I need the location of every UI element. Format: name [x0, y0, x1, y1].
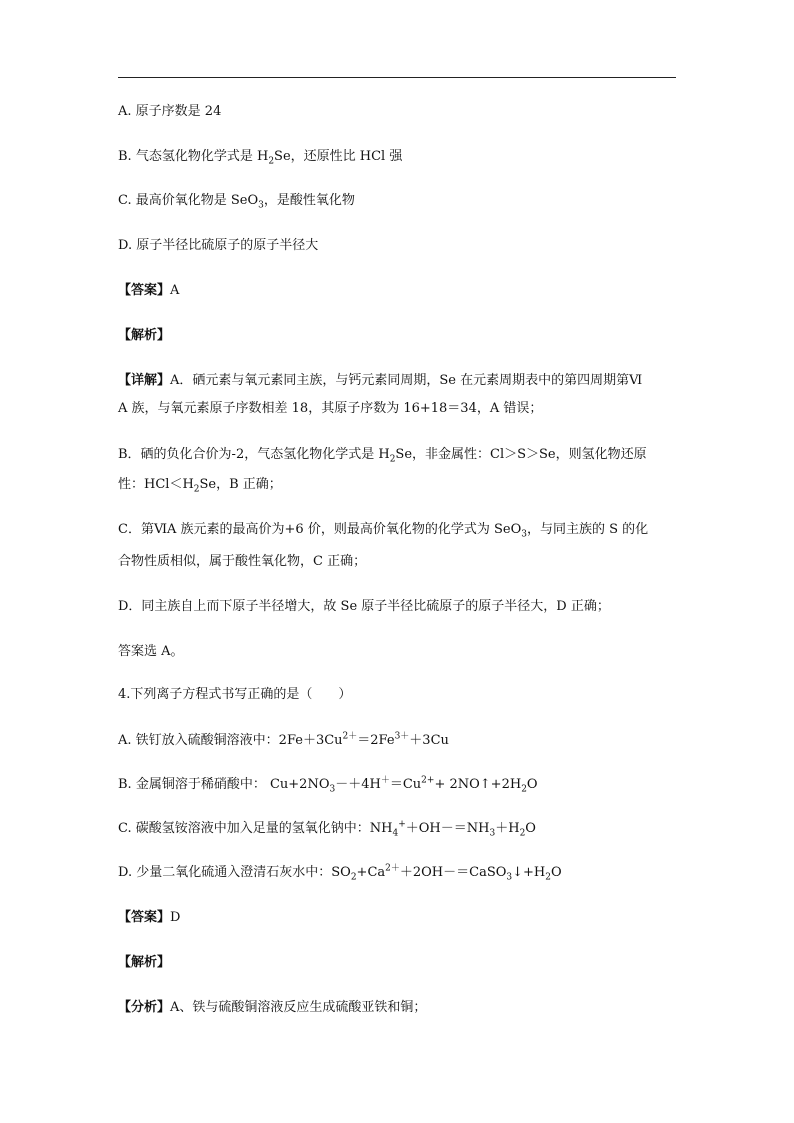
option-text: O	[551, 865, 562, 880]
detail-text: 性：HCl＜H	[118, 477, 194, 492]
fenxi-label: 【分析】	[118, 1000, 171, 1015]
subscript: 3	[329, 784, 336, 795]
detail-label: 【详解】	[118, 373, 171, 388]
option-text: ＋3Cu	[409, 733, 449, 748]
option-text: ＝Cu	[389, 777, 422, 792]
option-text: + 2NO↑+2H	[434, 777, 522, 792]
option-c	[118, 192, 355, 210]
option-text: +Ca	[356, 865, 386, 880]
subscript: 3	[258, 200, 264, 211]
option-prefix: B.	[118, 777, 132, 792]
option-prefix: A.	[118, 104, 132, 119]
superscript: 3＋	[394, 731, 410, 742]
option-prefix: C.	[118, 193, 132, 208]
superscript: 2＋	[342, 731, 358, 742]
subscript: 2	[389, 454, 396, 465]
q4-option-a	[118, 732, 449, 750]
option-text: ↓+H	[512, 865, 546, 880]
option-text: Se，还原性比 HCl 强	[274, 149, 403, 164]
subscript: 2	[193, 484, 200, 495]
detail-conclusion: 答案选 A。	[118, 644, 184, 659]
option-text: ＋2OH－＝CaSO	[399, 865, 507, 880]
subscript: 3	[506, 872, 513, 883]
superscript: 2+	[421, 775, 435, 786]
option-text: 少量二氧化硫通入澄清石灰水中：SO	[136, 865, 351, 880]
subscript: 2	[268, 156, 275, 167]
detail-d-line: D．同主族自上而下原子半径增大，故 Se 原子半径比硫原子的原子半径大，D 正确；	[118, 599, 610, 614]
option-text: 原子半径比硫原子的原子半径大	[136, 238, 319, 253]
detail-text: Se，非金属性：Cl＞S＞Se，则氢化物还原	[395, 447, 647, 462]
answer-value: A	[170, 283, 180, 298]
subscript: 2	[350, 872, 357, 883]
detail-b-line2	[118, 476, 282, 494]
fenxi-q4	[118, 999, 426, 1017]
option-b	[118, 148, 402, 166]
superscript: 2＋	[385, 863, 400, 874]
option-prefix: B.	[118, 149, 132, 164]
subscript: 3	[521, 529, 527, 540]
q4-option-b	[118, 776, 538, 794]
answer-value: D	[170, 910, 181, 925]
q4-option-c	[118, 820, 536, 838]
option-text: ，是酸性氧化物	[263, 193, 355, 208]
subscript: 3	[489, 828, 496, 839]
superscript: ＋	[380, 775, 390, 786]
detail-text: B．硒的负化合价为-2，气态氢化物化学式是 H	[118, 447, 390, 462]
detail-a-line1	[118, 372, 642, 390]
detail-text: A．硒元素与氧元素同主族，与钙元素同周期，Se 在元素周期表中的第四周期第Ⅵ	[170, 373, 643, 388]
question-4-stem: 4.下列离子方程式书写正确的是（ ）	[118, 687, 352, 702]
analysis-label-q4: 【解析】	[118, 955, 171, 970]
option-text: 最高价氧化物是 SeO	[135, 193, 259, 208]
answer-q4	[118, 909, 180, 927]
detail-c-line1	[118, 521, 648, 539]
option-d	[118, 237, 318, 255]
option-text: ＝2Fe	[357, 733, 395, 748]
subscript: 2	[519, 828, 526, 839]
detail-text: ，与同主族的 S 的化	[526, 522, 649, 537]
header-rule	[118, 77, 676, 78]
option-text: 铁钉放入硫酸铜溶液中：2Fe＋3Cu	[135, 733, 343, 748]
option-text: 气态氢化物化学式是 H	[135, 149, 269, 164]
detail-c-line2: 合物性质相似，属于酸性氧化物，C 正确；	[118, 554, 367, 569]
option-prefix: A.	[118, 733, 132, 748]
detail-text: Se，B 正确；	[199, 477, 282, 492]
analysis-label-q3: 【解析】	[118, 328, 171, 343]
subscript: 2	[521, 784, 527, 795]
detail-text: C．第ⅥA 族元素的最高价为+6 价，则最高价氧化物的化学式为 SeO	[118, 522, 522, 537]
option-text: O	[525, 821, 536, 836]
option-text: 原子序数是 24	[135, 104, 222, 119]
superscript: +	[398, 819, 406, 830]
option-prefix: D.	[118, 238, 133, 253]
option-prefix: D.	[118, 865, 133, 880]
subscript: 4	[392, 828, 399, 839]
option-text: ＋H	[495, 821, 520, 836]
detail-a-line2: A 族，与氧元素原子序数相差 18，其原子序数为 16+18＝34，A 错误；	[118, 401, 543, 416]
answer-q3	[118, 282, 179, 300]
answer-label: 【答案】	[118, 910, 171, 925]
subscript: 2	[545, 872, 551, 883]
option-text: ＋OH－＝NH	[405, 821, 490, 836]
option-text: －＋4H	[335, 777, 381, 792]
option-text: O	[526, 777, 538, 792]
q4-option-d	[118, 864, 562, 882]
answer-label: 【答案】	[118, 283, 171, 298]
option-text: 金属铜溶于稀硝酸中： Cu+2NO	[135, 777, 330, 792]
fenxi-text: A、铁与硫酸铜溶液反应生成硫酸亚铁和铜；	[170, 1000, 427, 1015]
option-a	[118, 103, 221, 121]
detail-b-line1	[118, 446, 647, 464]
option-text: 碳酸氢铵溶液中加入足量的氢氧化钠中：NH	[135, 821, 393, 836]
option-prefix: C.	[118, 821, 132, 836]
